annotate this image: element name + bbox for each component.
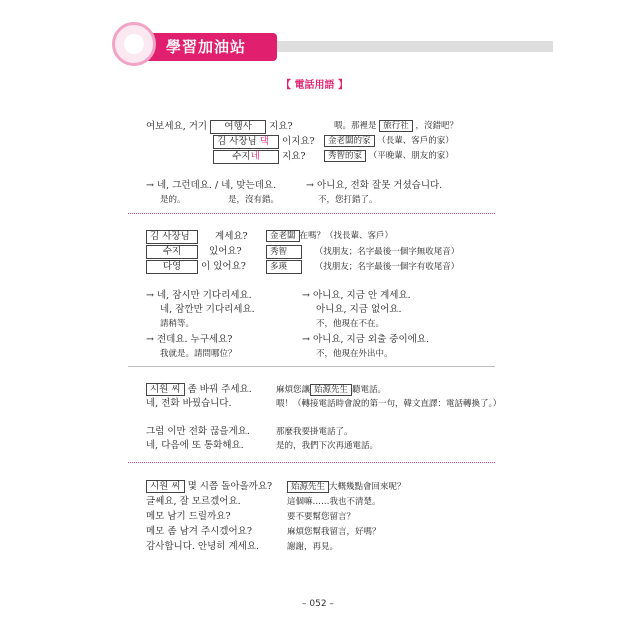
b4-r1-zh-post: 大概幾點會回來呢？ [329, 482, 406, 492]
b1-r4-ko-a: → 네, 그런데요. / 네, 맞는데요. [146, 180, 277, 191]
b4-r1-ko-box: 시원 씨 [146, 480, 185, 493]
b2-r2-ko-post: 있어요? [209, 246, 242, 257]
b1-r1-zh-box: 旅行社 [379, 120, 413, 132]
b2-r7-ko-a: → 전데요. 누구세요? [146, 334, 233, 345]
b1-r2-zh-post: （長輩、客戶的家） [377, 136, 454, 146]
b1-r3-ko-box-a: 수지 [232, 151, 251, 162]
b4-r3-ko: 메모 남기 드릴까요? [146, 511, 231, 522]
b1-r1-zh-pre: 喂。那裡是 [334, 121, 377, 131]
b2-r5-ko-b: 아니요, 지금 없어요. [316, 304, 402, 315]
b1-r1-ko-post: 지요? [269, 121, 293, 132]
b1-r5-zh-c: 不，您打錯了。 [318, 195, 378, 205]
b2-r2-zh-box: 秀智 [266, 245, 302, 259]
b3-r1-zh-box: 始源先生 [310, 384, 352, 396]
b4-r1-ko-post: 몇 시쯤 돌아올까요? [187, 481, 273, 492]
b3-r1-zh-pre: 麻煩您讓 [276, 385, 311, 395]
b2-r2-zh [266, 245, 459, 259]
b4-r2-ko: 글쎄요, 잘 모르겠어요. [146, 496, 241, 507]
b2-r6-zh-b: 不，他現在不在。 [316, 319, 385, 329]
b1-r2-zh-box: 金老闆的家 [324, 135, 375, 147]
b4-r5-ko: 감사합니다. 안녕히 계세요. [146, 541, 260, 552]
b4-r3-zh: 要不要幫您留言？ [287, 512, 356, 522]
section-title: 【 電話用語 】 [281, 80, 348, 91]
b3-r1-zh-post: 聽電話。 [352, 385, 387, 395]
b1-r3-zh [324, 150, 454, 162]
header-title: 學習加油站 [166, 38, 247, 56]
divider-3 [128, 462, 495, 463]
b2-r4-ko-b: → 아니요, 지금 안 계세요. [302, 290, 411, 301]
b2-r8-zh-b: 不，他現在外出中。 [316, 349, 393, 359]
b2-r3-ko [146, 260, 246, 274]
b2-r1-ko [146, 230, 248, 244]
b2-r2-ko-box: 수지 [146, 245, 198, 259]
b2-r1-ko-box: 김 사장님 [146, 230, 198, 244]
b3-r1-zh [276, 384, 386, 396]
b2-r1-zh-post: 在嗎？（找長輩、客戶） [299, 231, 394, 241]
b3-r3-zh: 那麼我要掛電話了。 [276, 427, 353, 437]
divider-1 [128, 213, 495, 214]
b4-r1-zh-box: 始源先生 [287, 481, 329, 493]
b2-r1-zh [266, 230, 393, 242]
b1-r2-ko-post: 이지요? [282, 136, 315, 147]
b3-r2-zh: 喂！（轉接電話時會說的第一句，韓文直譯：電話轉換了。） [276, 399, 502, 409]
b1-r5-zh-b: 是，沒有錯。 [228, 195, 280, 205]
b4-r5-zh: 謝謝，再見。 [287, 542, 339, 552]
b1-r3-ko-box [213, 150, 279, 164]
b1-r3-ko-post: 지요? [282, 151, 306, 162]
b1-r1-zh [334, 120, 458, 132]
b2-r1-ko-post: 계세요? [215, 231, 248, 242]
page-number: – 052 – [302, 599, 334, 609]
b3-r2-ko: 네, 전화 바꿨습니다. [146, 398, 232, 409]
b1-r5-zh-a: 是的。 [160, 195, 186, 205]
b4-r4-ko: 메모 좀 남겨 주시겠어요? [146, 526, 252, 537]
b3-r3-ko: 그럼 이만 전화 끊을게요. [146, 426, 250, 437]
b1-r2-ko-box-b: 댁 [259, 136, 269, 147]
b3-r1-ko-post: 좀 바꿔 주세요. [187, 384, 252, 395]
b2-r1-zh-box: 金老闆 [266, 230, 300, 242]
b2-r4-ko-a: → 네, 잠시만 기다리세요. [146, 290, 252, 301]
b2-r3-zh [266, 260, 459, 274]
b2-r3-zh-box: 多瑛 [266, 260, 302, 274]
b1-r1-ko-box: 여행사 [210, 120, 266, 134]
b3-r4-zh: 是的，我們下次再通電話。 [276, 441, 379, 451]
b1-r2-ko-box-a: 김 사장님 [217, 136, 257, 147]
b1-r3-ko [213, 150, 305, 164]
b4-r2-zh: 這個嘛……我也不清楚。 [287, 497, 381, 507]
b1-r1-zh-post: ，沒錯吧？ [415, 121, 458, 131]
b1-r3-ko-box-b: 네 [250, 151, 260, 162]
b1-r2-zh [324, 135, 454, 147]
b2-r2-ko [146, 245, 242, 259]
b1-r2-ko [213, 135, 315, 149]
b1-r1-ko [146, 120, 293, 134]
b3-r1-ko [146, 384, 252, 396]
b3-r4-ko: 네, 다음에 또 통화해요. [146, 440, 244, 451]
b4-r4-zh: 麻煩您幫我留言，好嗎？ [287, 527, 381, 537]
b1-r2-ko-box [213, 135, 279, 149]
b2-r8-zh-a: 我就是。請問哪位？ [160, 349, 237, 359]
b2-r2-zh-post: （找朋友；名字最後一個字無收尾音） [314, 247, 460, 257]
b1-r3-zh-box: 秀智的家 [324, 150, 366, 162]
b1-r1-ko-pre: 여보세요, 거기 [146, 121, 208, 132]
b4-r1-ko [146, 481, 272, 493]
b3-r1-ko-box: 시원 씨 [146, 383, 185, 396]
b2-r3-ko-post: 이 있어요? [201, 261, 246, 272]
divider-2 [128, 366, 495, 367]
b2-r3-zh-post: （找朋友；名字最後一個字有收尾音） [314, 262, 460, 272]
b2-r3-ko-box: 다영 [146, 260, 198, 274]
header-ring-inner [124, 34, 144, 54]
b4-r1-zh [287, 481, 406, 493]
b2-r7-ko-b: → 아니요, 지금 외출 중이에요. [302, 334, 430, 345]
b1-r3-zh-post: （平晚輩、朋友的家） [368, 151, 454, 161]
b1-r4-ko-b: → 아니요, 전화 잘못 거셨습니다. [306, 180, 443, 191]
b2-r6-zh-a: 請稍等。 [160, 319, 195, 329]
b2-r5-ko-a: 네, 잠깐만 기다리세요. [160, 304, 255, 315]
